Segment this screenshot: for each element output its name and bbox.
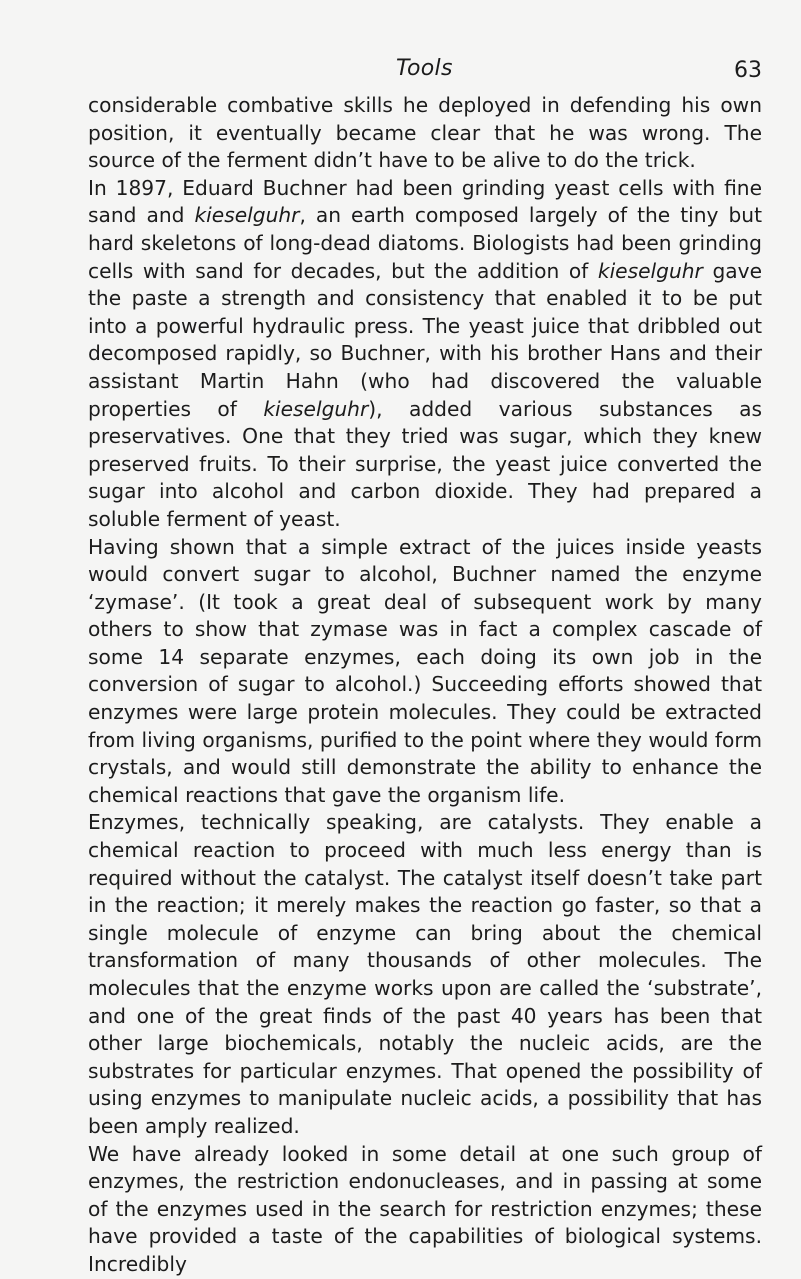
text-run: gave the paste a strength and consistency that enabled it to be put into a powerful hydraulic press. The yeast juice that dribbled out decomposed rapidly, so Buchner, with his brother Hans and their assistant Martin Hahn (who had discovered the valuable properties of (88, 258, 762, 421)
italic-term: kieselguhr (597, 258, 703, 283)
paragraph (88, 1141, 762, 1279)
italic-term: kieselguhr (194, 203, 300, 228)
text-run: considerable combative skills he deployed in defending his own position, it eventually became clear that he was wrong. The source of the ferment didn’t have to be alive to do the trick. (88, 93, 762, 173)
body-text (88, 92, 762, 1279)
text-run: In 1897, Eduard Buchner had been grinding yeast cells with fine sand and (88, 175, 762, 228)
text-run: Enzymes, technically speaking, are catalysts. They enable a chemical reaction to proceed with much less energy than is required without the catalyst. The catalyst itself doesn’t take part in the reaction; it merely makes the reaction go faster, so that a single molecule of enzyme can bring about the chemical transformation of many thousands of other molecules. The molecules that the enzyme works upon are called the ‘substrate’, and one of the great finds of the past 40 years has been that other large biochemicals, notably the nucleic acids, are the substrates for particular enzymes. That opened the possibility of using enzymes to manipulate nucleic acids, a possibility that has been amply realized. (88, 810, 762, 1138)
paragraph (88, 534, 762, 810)
page-header (88, 56, 780, 96)
paragraph (88, 92, 762, 175)
text-run: Having shown that a simple extract of the juices inside yeasts would convert sugar to alcohol, Buchner named the enzyme ‘zymase’. (It took a great deal of subsequent work by many others to show that zymase was in fact a complex cascade of some 14 separate enzymes, each doing its own job in the conversion of sugar to alcohol.) Succeeding efforts showed that enzymes were large protein molecules. They could be extracted from living organisms, purified to the point where they would form crystals, and would still demonstrate the ability to enhance the chemical reactions that gave the organism life. (88, 534, 762, 807)
text-run: , an earth composed largely of the tiny but hard skeletons of long-dead diatoms. Biologists had been grinding cells with sand for decades, but the addition of (88, 203, 762, 283)
paragraph (88, 809, 762, 1140)
italic-term: kieselguhr (263, 396, 369, 421)
paragraph (88, 175, 762, 534)
text-run: ), added various substances as preservatives. One that they tried was sugar, which they knew preserved fruits. To their surprise, the yeast juice converted the sugar into alcohol and carbon dioxide. They had prepared a soluble ferment of yeast. (88, 396, 763, 531)
running-head: Tools (396, 56, 453, 81)
text-run: We have already looked in some detail at one such group of enzymes, the restriction endonucleases, and in passing at some of the enzymes used in the search for restriction enzymes; these have provided a taste of the capabilities of biological systems. Incredibly (88, 1141, 762, 1276)
page-number: 63 (734, 58, 762, 83)
